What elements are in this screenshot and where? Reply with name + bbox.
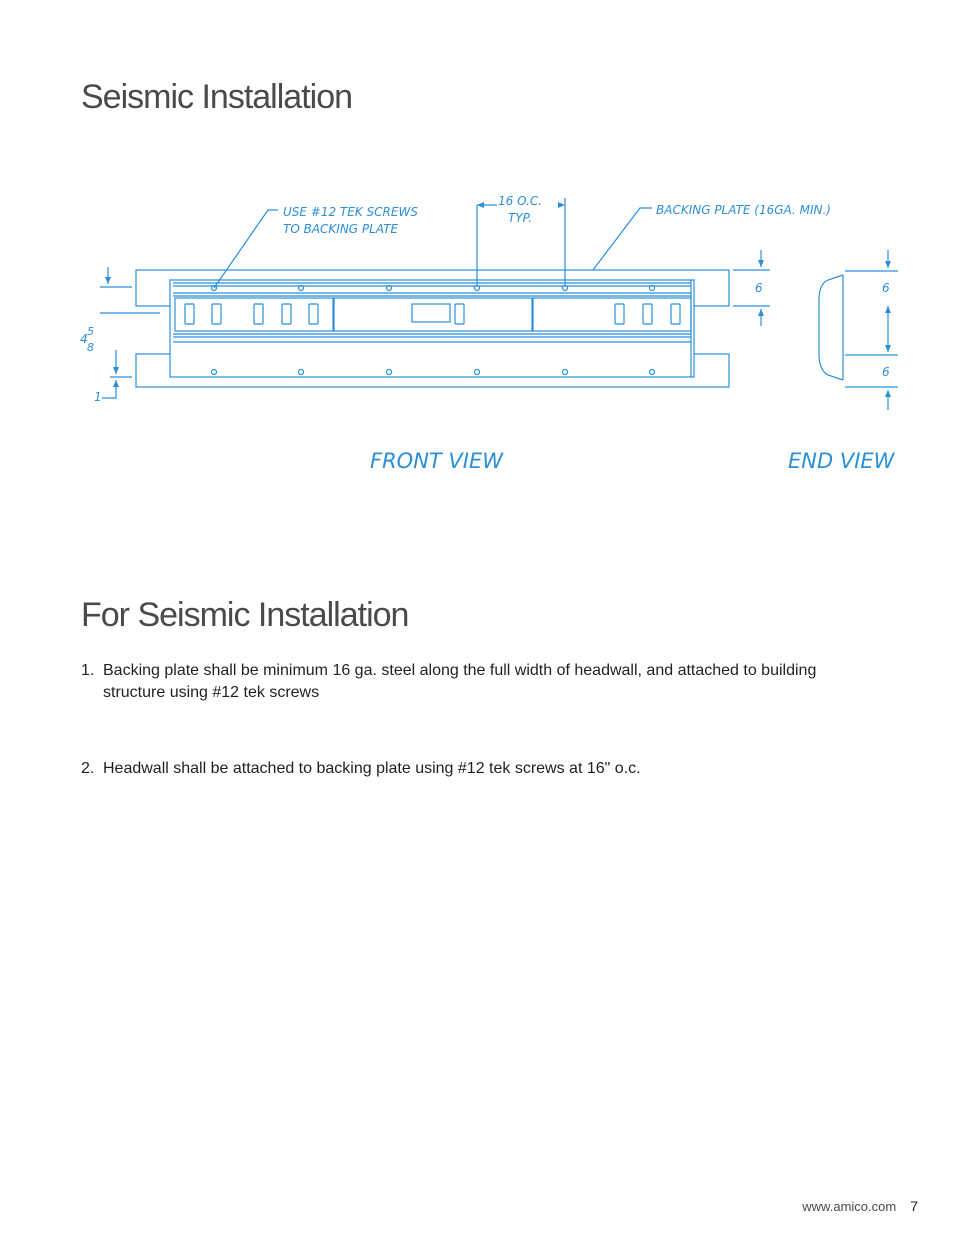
page-number: 7: [910, 1198, 918, 1214]
callout-backing-plate: BACKING PLATE (16GA. MIN.): [656, 203, 831, 217]
note-number: 2.: [81, 760, 95, 777]
page-title: Seismic Installation: [81, 78, 353, 116]
page-footer: [802, 1198, 918, 1214]
label-front-view: FRONT VIEW: [370, 449, 504, 473]
callout-screws-line-1: USE #12 TEK SCREWS: [283, 205, 418, 219]
dim-left-numerator: 5: [87, 325, 94, 338]
note-text: Headwall shall be attached to backing plate using #12 tek screws at 16" o.c.: [103, 760, 641, 777]
dim-left-whole: 4: [80, 332, 88, 346]
note-number: 1.: [81, 662, 95, 679]
callout-spacing-line-2: TYP.: [508, 211, 533, 225]
note-text: Backing plate shall be minimum 16 ga. steel along the full width of headwall, and attached to building structure using #12 tek screws: [103, 662, 817, 701]
note-item: [81, 660, 861, 704]
dim-left-bottom: 1: [94, 390, 102, 404]
footer-website[interactable]: www.amico.com: [802, 1199, 897, 1214]
seismic-installation-drawing: [0, 160, 954, 490]
headwall-body: [170, 280, 694, 377]
end-view-profile: [819, 275, 843, 380]
dim-left-denominator: 8: [87, 341, 94, 354]
dim-top-right: 6: [755, 281, 763, 295]
callout-screws-line-2: TO BACKING PLATE: [283, 222, 399, 236]
callout-spacing-line-1: 16 O.C.: [498, 194, 543, 208]
note-item: [81, 758, 861, 780]
dim-end-top: 6: [882, 281, 890, 295]
section-title: For Seismic Installation: [81, 596, 409, 634]
dim-end-bottom: 6: [882, 365, 890, 379]
label-end-view: END VIEW: [788, 449, 895, 473]
